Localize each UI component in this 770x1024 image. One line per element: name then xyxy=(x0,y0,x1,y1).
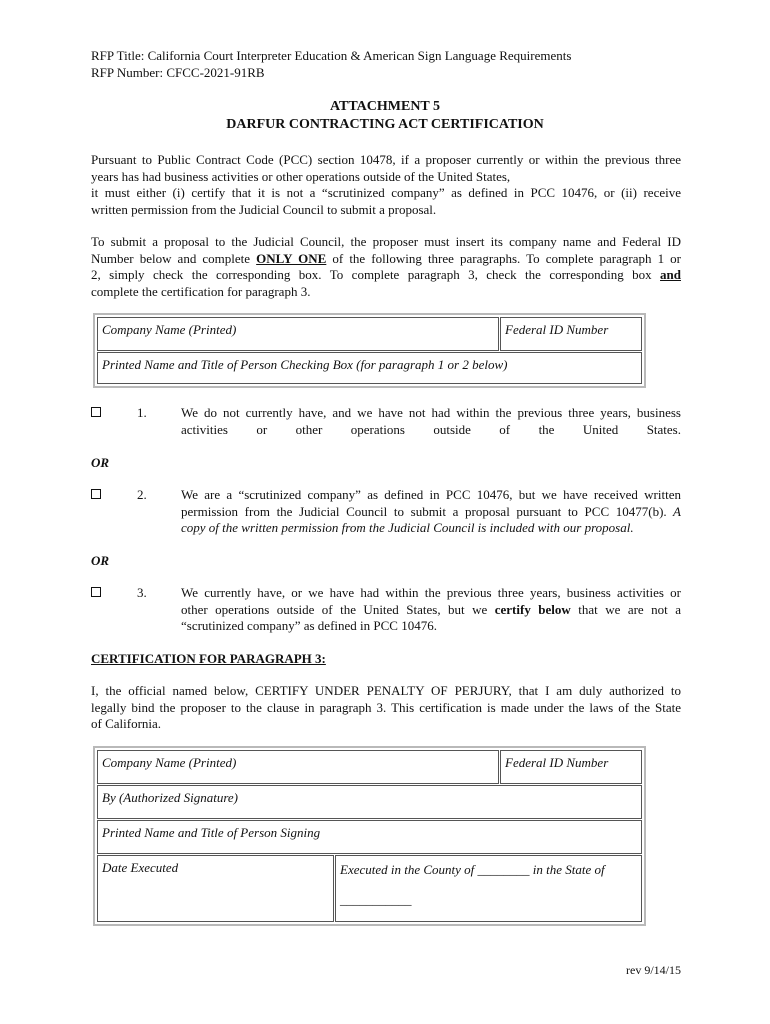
option-1-text xyxy=(181,405,681,438)
instructions-line xyxy=(91,251,681,268)
intro-paragraph xyxy=(91,152,681,218)
cert-federal-id-field[interactable]: Federal ID Number xyxy=(500,750,642,784)
option-2-text xyxy=(181,487,681,537)
proposer-info-table xyxy=(93,313,646,388)
county-state-field[interactable] xyxy=(335,855,642,922)
certification-heading: CERTIFICATION FOR PARAGRAPH 3: xyxy=(91,651,326,666)
certification-table xyxy=(93,746,646,926)
certification-line: legally bind the proposer to the clause in paragraph 3. This certification is made under the laws of the State xyxy=(91,699,681,715)
intro-line: it must either (i) certify that it is not a “scrutinized company” as defined in PCC 10476, or (ii) receive xyxy=(91,185,681,200)
option-line: We are a “scrutinized company” as defined in PCC 10476, but we have received written xyxy=(181,487,681,502)
option-2-checkbox[interactable] xyxy=(91,489,101,499)
or-label: OR xyxy=(91,553,110,568)
state-line: ___________ xyxy=(340,892,412,907)
company-name-field[interactable]: Company Name (Printed) xyxy=(97,317,499,351)
option-text: that we are not a xyxy=(570,601,681,617)
option-line: We do not currently have, and we have not had within the previous three years, business xyxy=(181,405,681,420)
person-signing-field[interactable]: Printed Name and Title of Person Signing xyxy=(97,820,642,854)
option-2-number: 2. xyxy=(137,487,147,502)
county-line: Executed in the County of ________ in the State of xyxy=(340,862,605,877)
option-line: activities or other operations outside of the United States. xyxy=(181,421,681,437)
instructions-paragraph xyxy=(91,234,681,300)
revision-date: rev 9/14/15 xyxy=(626,963,681,977)
instructions-text: 2, simply check the corresponding box. To complete paragraph 3, check the corresponding box xyxy=(91,267,661,282)
option-line xyxy=(181,602,681,619)
option-3-text xyxy=(181,585,681,635)
intro-line: years has had business activities or other operations outside of the United States, xyxy=(91,168,511,184)
or-label: OR xyxy=(91,455,110,470)
option-line: copy of the written permission from the Judicial Council is included with our proposal. xyxy=(181,520,634,535)
instructions-line xyxy=(91,267,681,284)
certification-paragraph xyxy=(91,683,681,733)
option-1-number: 1. xyxy=(137,405,147,420)
authorized-signature-field[interactable]: By (Authorized Signature) xyxy=(97,785,642,819)
option-text: permission from the Judicial Council to submit a proposal pursuant to PCC 10477(b). xyxy=(181,503,667,519)
instructions-line: To submit a proposal to the Judicial Council, the proposer must insert its company name and Federal ID xyxy=(91,234,681,249)
option-line xyxy=(181,504,681,521)
certification-line: of California. xyxy=(91,716,162,731)
option-text: other operations outside of the United States, but we xyxy=(181,601,495,617)
federal-id-field[interactable]: Federal ID Number xyxy=(500,317,642,351)
intro-line: Pursuant to Public Contract Code (PCC) section 10478, if a proposer currently or within the previous three xyxy=(91,152,681,167)
rfp-title: RFP Title: California Court Interpreter Education & American Sign Language Requirements xyxy=(91,48,572,63)
instructions-line: complete the certification for paragraph 3. xyxy=(91,283,311,299)
instructions-text: Number below and complete xyxy=(91,250,257,266)
document-title: DARFUR CONTRACTING ACT CERTIFICATION xyxy=(226,117,544,132)
option-line: We currently have, or we have had within the previous three years, business activities or xyxy=(181,585,681,600)
option-1-checkbox[interactable] xyxy=(91,407,101,417)
cert-company-name-field[interactable]: Company Name (Printed) xyxy=(97,750,499,784)
only-one-emphasis: ONLY ONE xyxy=(256,250,327,266)
option-italic-text: A xyxy=(666,503,681,519)
option-3-checkbox[interactable] xyxy=(91,587,101,597)
printed-name-field[interactable]: Printed Name and Title of Person Checking Box (for paragraph 1 or 2 below) xyxy=(97,352,642,384)
attachment-title: ATTACHMENT 5 xyxy=(329,99,441,114)
certification-line: I, the official named below, CERTIFY UNDER PENALTY OF PERJURY, that I am duly authorized to xyxy=(91,683,681,698)
instructions-text: of the following three paragraphs. To complete paragraph 1 or xyxy=(326,250,681,266)
option-3-number: 3. xyxy=(137,585,147,600)
rfp-number: RFP Number: CFCC-2021-91RB xyxy=(91,65,265,80)
certify-below-emphasis: certify below xyxy=(494,601,571,617)
date-executed-field[interactable]: Date Executed xyxy=(97,855,334,922)
intro-line: written permission from the Judicial Council to submit a proposal. xyxy=(91,201,437,217)
option-line: “scrutinized company” as defined in PCC 10476. xyxy=(181,618,437,633)
and-emphasis: and xyxy=(660,267,681,282)
